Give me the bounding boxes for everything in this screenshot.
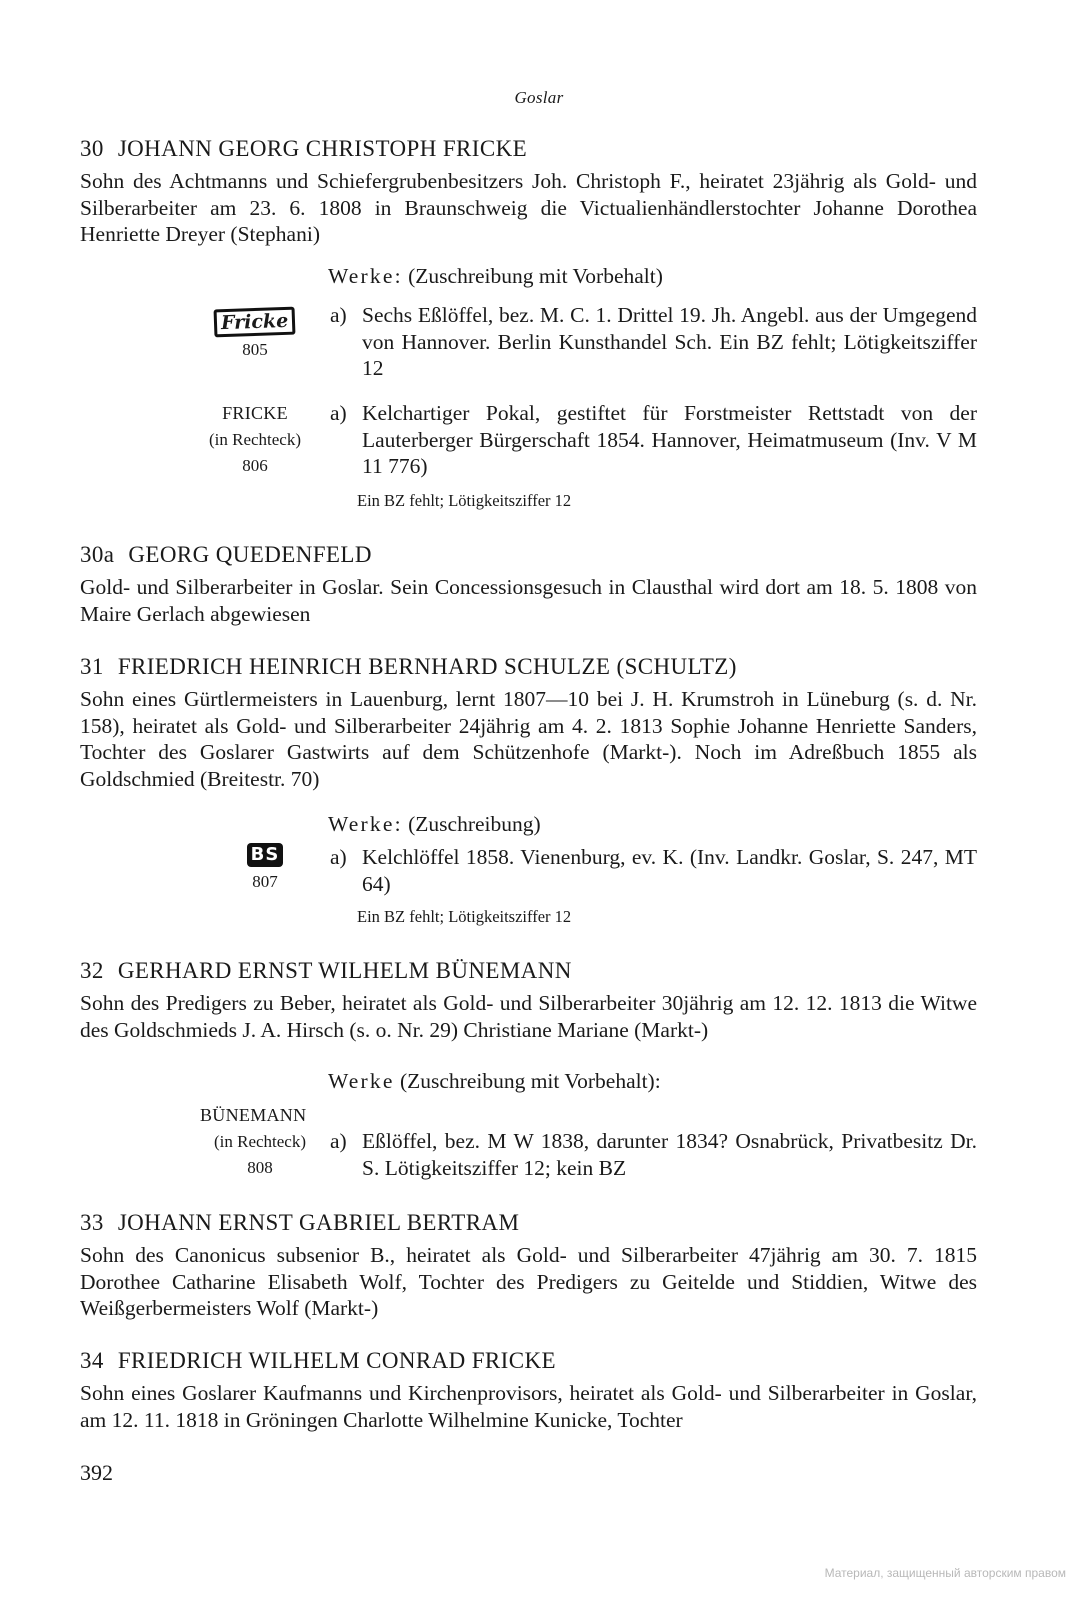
- item-label: a): [330, 845, 347, 869]
- item-text: Sechs Eßlöffel, bez. M. C. 1. Drittel 19. Jh. Angebl. aus der Umgegend von Hannover. Berlin Kunsthandel Sch. Ein BZ fehlt; Lötigkeitsziffer 12: [362, 303, 977, 380]
- entry-name: GEORG QUEDENFELD: [128, 542, 372, 567]
- entry-name: JOHANN ERNST GABRIEL BERTRAM: [117, 1210, 520, 1235]
- werke-qualifier: (Zuschreibung mit Vorbehalt): [408, 264, 663, 288]
- mark-text: BÜNEMANN: [200, 1105, 307, 1125]
- item-text: Kelchlöffel 1858. Vienenburg, ev. K. (Inv. Landkr. Goslar, S. 247, MT 64): [362, 845, 977, 896]
- entry-heading-30: [80, 136, 527, 162]
- entry-bio-32: Sohn des Predigers zu Beber, heiratet als Gold- und Silberarbeiter 30jährig am 12. 12. 1813 die Witwe des Goldschmieds J. A. Hirsch (s. o. Nr. 29) Christiane Mariane (Markt-): [80, 991, 977, 1042]
- item-label: a): [330, 303, 347, 327]
- entry-number: 33: [80, 1210, 104, 1235]
- entry-bio-30: Sohn des Achtmanns und Schiefergrubenbesitzers Joh. Christoph F., heiratet 23jährig als Gold- und Silberarbeiter am 23. 6. 1808 in Braunschweig die Victualienhändlerstochter Johanne Dorothea Henriette Dreyer (Stephani): [80, 169, 977, 246]
- maker-mark-806: [200, 400, 310, 480]
- mark-shape: (in Rechteck): [213, 1131, 307, 1151]
- entry-name: JOHANN GEORG CHRISTOPH FRICKE: [117, 136, 528, 161]
- entry-name: GERHARD ERNST WILHELM BÜNEMANN: [117, 958, 572, 983]
- werke-label: Werke:: [328, 812, 403, 836]
- entry-heading-31: [80, 654, 737, 680]
- werke-heading-32: [328, 1069, 661, 1094]
- entry-name: FRIEDRICH WILHELM CONRAD FRICKE: [117, 1348, 556, 1373]
- item-text: Eßlöffel, bez. M W 1838, darunter 1834? Osnabrück, Privatbesitz Dr. S. Lötigkeitsziffer 12; kein BZ: [362, 1129, 977, 1180]
- werke-heading-30: [328, 264, 663, 289]
- werke-qualifier: (Zuschreibung mit Vorbehalt):: [399, 1069, 661, 1093]
- entry-bio-31: Sohn eines Gürtlermeisters in Lauenburg, lernt 1807—10 bei J. H. Krumstroh in Lüneburg (s. d. Nr. 158), heiratet als Gold- und Silberarbeiter 24jährig am 4. 2. 1813 Sophie Johanne Henriette Sanders, Tochter des Goslarer Gastwirts auf dem Schützenhofe (Markt-). Noch im Adreßbuch 1855 als Goldschmied (Breitestr. 70): [80, 687, 977, 791]
- running-head: Goslar: [514, 88, 564, 107]
- entry-number: 30: [80, 136, 104, 161]
- bs-stamp-icon: BS: [247, 843, 284, 867]
- item-text: Kelchartiger Pokal, gestiftet für Forstmeister Rettstadt von der Lauterberger Bürgerschaft 1854. Hannover, Heimatmuseum (Inv. V M 11 776): [362, 401, 977, 478]
- work-note-807: Ein BZ fehlt; Lötigkeitsziffer 12: [357, 907, 572, 926]
- werke-label: Werke:: [328, 264, 403, 288]
- mark-number: 806: [242, 456, 268, 475]
- maker-mark-805: [200, 304, 310, 363]
- maker-mark-808: [200, 1102, 320, 1182]
- entry-heading-33: [80, 1210, 519, 1236]
- mark-number: 805: [242, 339, 268, 359]
- work-note-806: Ein BZ fehlt; Lötigkeitsziffer 12: [357, 491, 572, 510]
- work-item-808: [330, 1128, 977, 1181]
- entry-heading-34: [80, 1348, 556, 1374]
- mark-number: 808: [247, 1158, 273, 1177]
- entry-bio-30a: Gold- und Silberarbeiter in Goslar. Sein Concessionsgesuch in Clausthal wird dort am 18. 5. 1808 von Maire Gerlach abgewiesen: [80, 575, 977, 626]
- mark-number: 807: [252, 871, 278, 891]
- mark-shape: (in Rechteck): [208, 429, 302, 449]
- werke-heading-31: [328, 812, 541, 837]
- werke-qualifier: (Zuschreibung): [408, 812, 541, 836]
- work-item-807: [330, 844, 977, 897]
- work-item-806: [330, 400, 977, 480]
- item-label: a): [330, 401, 347, 425]
- item-label: a): [330, 1129, 347, 1153]
- entry-heading-32: [80, 958, 572, 984]
- work-item-805: [330, 302, 977, 382]
- page-number: 392: [80, 1460, 113, 1485]
- entry-name: FRIEDRICH HEINRICH BERNHARD SCHULZE (SCHULTZ): [117, 654, 737, 679]
- entry-bio-33: Sohn des Canonicus subsenior B., heiratet als Gold- und Silberarbeiter 47jährig am 30. 7. 1815 Dorothee Catharine Elisabeth Wolf, Tochter des Predigers zu Geitelde und Stiddien, Witwe des Weißgerbermeisters Wolf (Markt-): [80, 1243, 977, 1320]
- maker-mark-807: [210, 842, 320, 895]
- entry-number: 34: [80, 1348, 104, 1373]
- copyright-watermark: Материал, защищенный авторским правом: [824, 1566, 1066, 1580]
- mark-text: FRICKE: [222, 403, 288, 423]
- werke-label: Werke: [328, 1069, 395, 1093]
- entry-number: 31: [80, 654, 104, 679]
- fricke-script-stamp-icon: Fricke: [214, 307, 296, 338]
- entry-heading-30a: [80, 542, 372, 568]
- entry-bio-34: Sohn eines Goslarer Kaufmanns und Kirchenprovisors, heiratet als Gold- und Silberarbeiter in Goslar, am 12. 11. 1818 in Gröningen Charlotte Wilhelmine Kunicke, Tochter: [80, 1381, 977, 1432]
- entry-number: 30a: [80, 542, 115, 567]
- entry-number: 32: [80, 958, 104, 983]
